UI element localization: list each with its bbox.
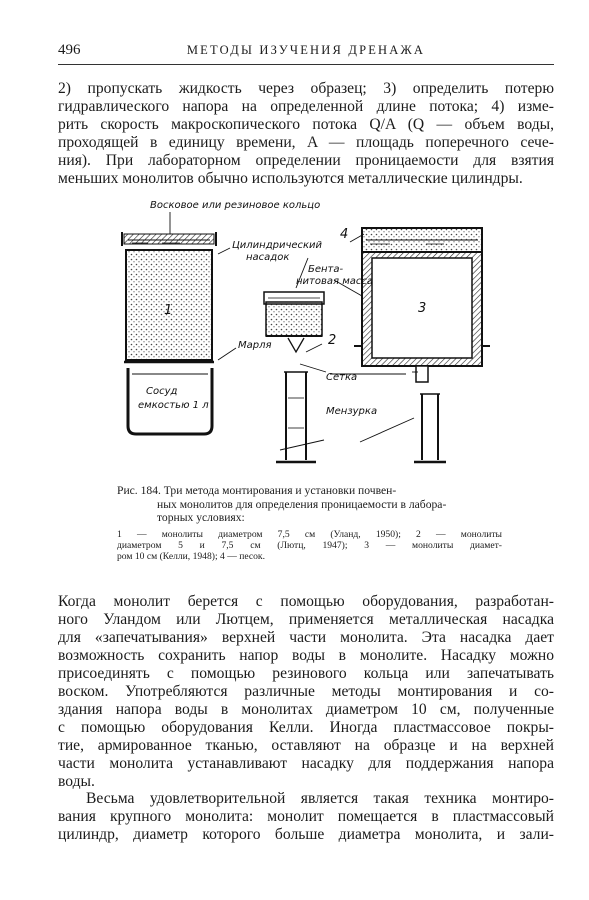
text-line: части монолита устанавливают насадку для поддержания напора [58,755,554,772]
figure-drawing [100,188,520,478]
text-line: присоединять с помощью резинового кольца или запечатывать [58,665,554,682]
label-mesh: Сетка [326,372,358,383]
label-number-2: 2 [328,333,337,348]
caption-line: ных монолитов для определения проницаемости в лабора- [157,497,447,511]
paragraph-main [58,593,554,791]
label-gauze: Марля [238,340,272,351]
paragraph-top [58,80,554,188]
text-line: вания крупного монолита: монолит помещается в пластмассовый [58,808,554,825]
text-line: с помощью оборудования Келли. Иногда пластмассовое покры- [58,719,554,736]
page-number: 496 [58,42,81,58]
text-line: гидравлического напора на определенной длине потока; 4) изме- [58,98,554,115]
text-line: здания напора воды в монолитах диаметром 10 см, полученные [58,701,554,718]
text-line: ния). При лабораторном определении проницаемости для взятия [58,152,554,169]
label-cylinder-1: Цилиндрический [232,240,323,251]
text-line: 2) пропускать жидкость через образец; 3) определить потерю [58,80,554,97]
text-line: рить скорость макроскопического потока Q/A (Q — объем воды, [58,116,554,133]
legend-line: 1 — монолиты диаметром 7,5 см (Уланд, 1950); 2 — монолиты [117,528,502,540]
figure-184 [100,188,520,478]
text-line: воском. Употребляются различные методы монтирования и со- [58,683,554,700]
text-line: воды. [58,773,95,790]
text-line: для «запечатывания» верхней части монолита. Эта насадка дает [58,629,554,646]
legend-line: диаметром 5 и 7,5 см (Лютц, 1947); 3 — монолиты диамет- [117,539,502,551]
caption-legend [117,529,502,562]
label-number-3: 3 [418,301,427,316]
figure-caption [117,484,502,562]
text-line: Весьма удовлетворительной является такая техника монтиро- [86,790,554,807]
running-header [58,42,554,64]
caption-line: Рис. 184. Три метода монтирования и установки почвен- [117,484,397,497]
label-number-4: 4 [340,227,349,242]
running-title: МЕТОДЫ ИЗУЧЕНИЯ ДРЕНАЖА [186,43,426,57]
label-bentonite-1: Бента- [308,264,344,275]
label-number-1: 1 [164,303,173,318]
method-3-setup [354,228,490,462]
text-line: цилиндр, диаметр которого больше диаметра монолита, и зали- [58,826,554,843]
label-bentonite-2: нитовая масса [296,276,373,287]
paragraph-last [58,790,554,844]
label-cylinder-2: насадок [246,252,290,263]
text-line: меньших монолитов обычно используются металлические цилиндры. [58,170,523,187]
label-ring: Восковое или резиновое кольцо [150,200,321,211]
method-2-setup [264,292,324,462]
text-line: ного Уландом или Лютцем, применяется металлическая насадка [58,611,554,628]
label-beaker: Мензурка [326,406,378,417]
caption-line: торных условиях: [157,511,245,524]
text-line: Когда монолит берется с помощью оборудования, разработан- [58,593,554,610]
label-vessel-1: Сосуд [146,386,178,397]
header-rule [58,64,554,65]
text-line: проходящей в единицу времени, A — площадь поперечного сече- [58,134,554,151]
legend-line: ром 10 см (Келли, 1948); 4 — песок. [117,550,265,562]
text-line: возможность сохранить напор воды в монолите. Насадку можно [58,647,554,664]
text-line: тие, армированное тканью, оставляют на образце и на верхней [58,737,554,754]
label-vessel-2: емкостью 1 л [138,400,209,411]
